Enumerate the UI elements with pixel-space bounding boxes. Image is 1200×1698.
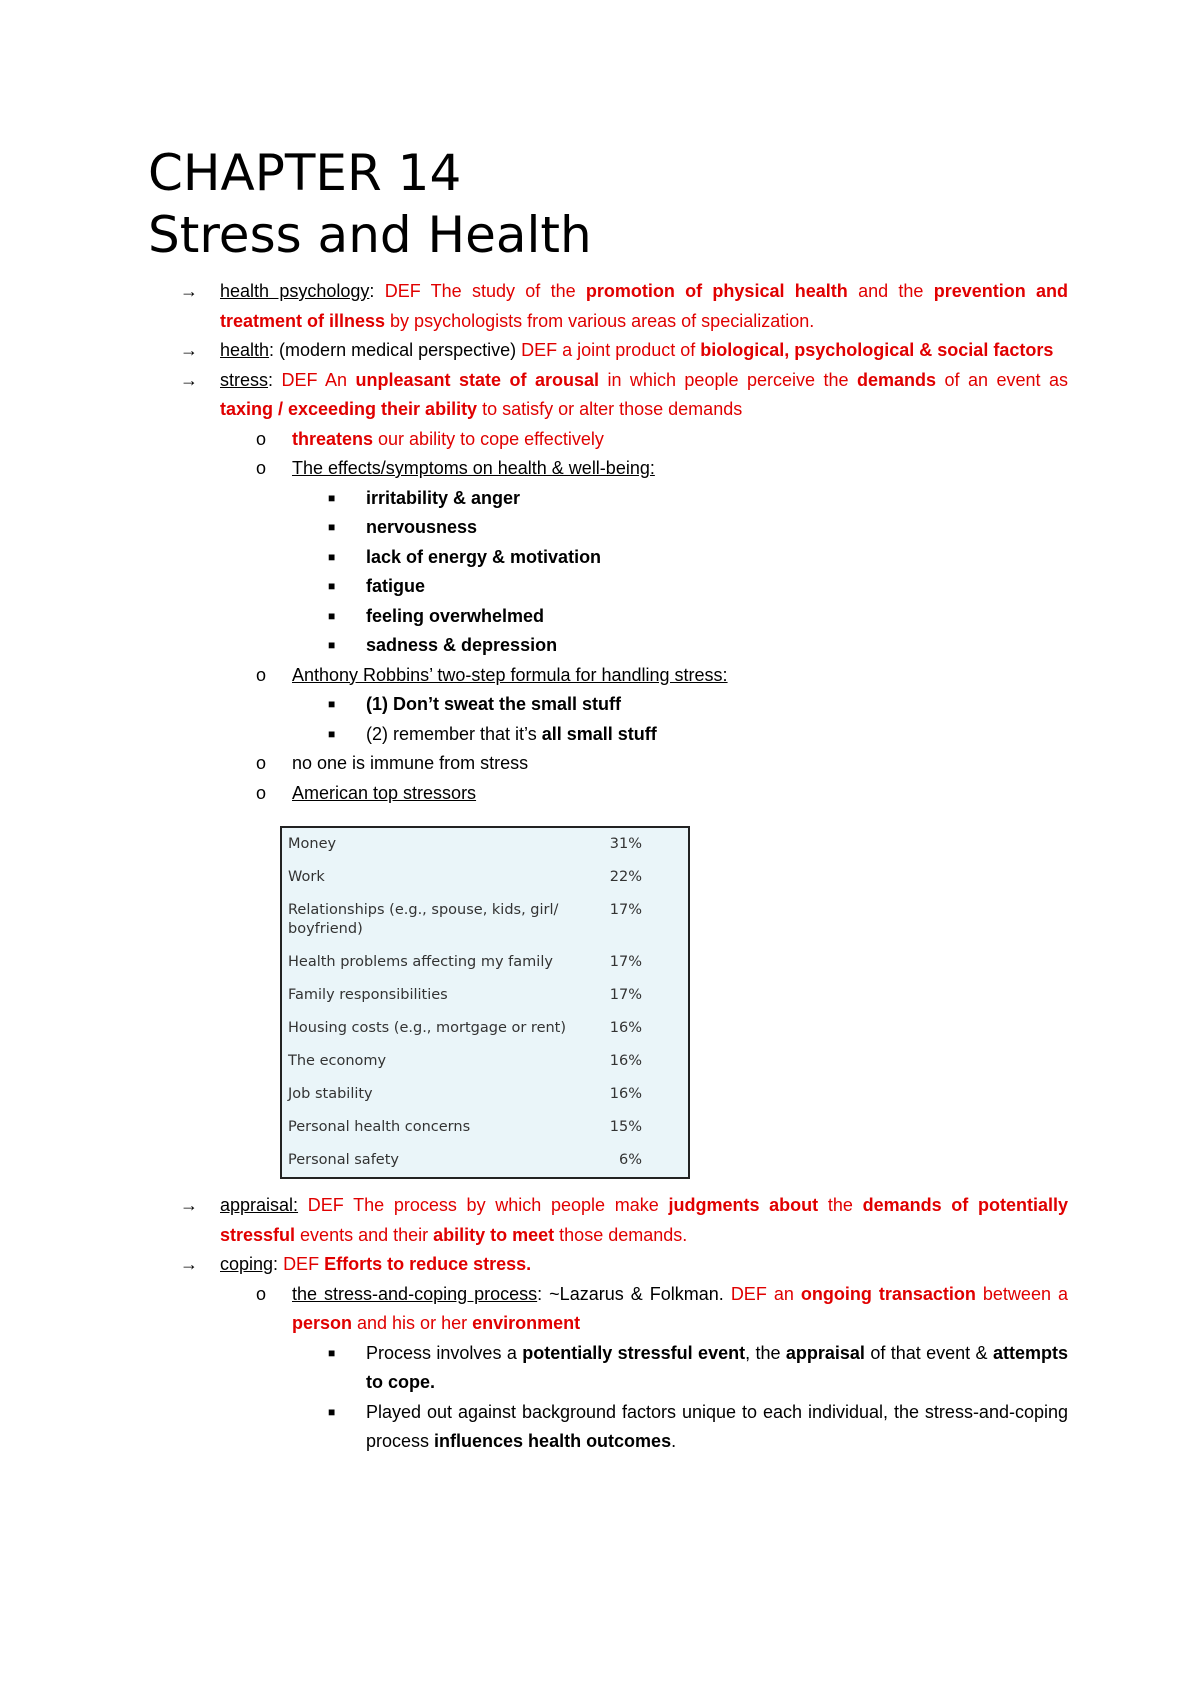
stressors-table bbox=[280, 826, 690, 1179]
robbins-step-1: ■ (1) Don’t sweat the small stuff bbox=[148, 690, 1068, 720]
square-bullet-icon: ■ bbox=[328, 520, 336, 534]
sub-stress-coping-process: o the stress-and-coping process: ~Lazarus & Folkman. DEF an ongoing transaction between a person and his or her environment bbox=[148, 1280, 1068, 1339]
term-coping: coping bbox=[220, 1254, 274, 1274]
notes-body bbox=[148, 277, 1068, 1457]
square-bullet-icon: ■ bbox=[328, 1404, 336, 1419]
square-bullet-icon: ■ bbox=[328, 608, 336, 623]
item-appraisal: → appraisal: DEF The process by which people make judgments about the demands of potentially stressful events and their ability to meet those demands. bbox=[148, 1191, 1068, 1250]
stressor-name: Personal safety bbox=[288, 1152, 399, 1168]
stressor-name: Money bbox=[288, 836, 337, 852]
arrow-bullet-icon: → bbox=[180, 1195, 198, 1215]
sub-american-stressors: o American top stressors bbox=[148, 779, 1068, 809]
title-block bbox=[148, 142, 592, 266]
stressor-percent: 17% bbox=[609, 954, 642, 970]
square-bullet-icon: ■ bbox=[328, 490, 336, 505]
stressor-percent: 31% bbox=[609, 836, 642, 852]
square-bullet-icon: ■ bbox=[328, 638, 336, 652]
square-bullet-icon: ■ bbox=[328, 697, 336, 711]
arrow-bullet-icon: → bbox=[180, 281, 198, 301]
arrow-bullet-icon: → bbox=[180, 340, 198, 360]
stressor-name: Relationships (e.g., spouse, kids, girl/ boyfriend) bbox=[288, 902, 559, 937]
circle-bullet-icon: o bbox=[256, 428, 267, 449]
table-row bbox=[282, 1078, 688, 1111]
square-bullet-icon: ■ bbox=[328, 549, 336, 564]
stressor-name: The economy bbox=[288, 1053, 387, 1069]
symptom-item: ■ irritability & anger bbox=[148, 484, 1068, 514]
table-row bbox=[282, 1111, 688, 1144]
square-bullet-icon: ■ bbox=[328, 726, 336, 741]
stressor-percent: 16% bbox=[609, 1086, 642, 1102]
symptom-item: ■ fatigue bbox=[148, 572, 1068, 602]
chapter-title: Stress and Health bbox=[148, 206, 592, 264]
table-row bbox=[282, 979, 688, 1012]
stressor-percent: 16% bbox=[609, 1020, 642, 1036]
term-stress: stress bbox=[220, 369, 269, 390]
process-point-1: ■ Process involves a potentially stressful event, the appraisal of that event & attempts to cope. bbox=[148, 1339, 1068, 1398]
arrow-bullet-icon: → bbox=[180, 369, 198, 390]
term-health-psychology: health psychology bbox=[220, 281, 370, 301]
stressor-name: Work bbox=[288, 869, 325, 885]
circle-bullet-icon: o bbox=[256, 782, 267, 803]
circle-bullet-icon: o bbox=[256, 753, 267, 773]
circle-bullet-icon: o bbox=[256, 1283, 267, 1304]
symptom-item: ■ sadness & depression bbox=[148, 631, 1068, 661]
sub-threatens: o threatens our ability to cope effectively bbox=[148, 425, 1068, 455]
stressor-name: Personal health concerns bbox=[288, 1119, 471, 1135]
stressor-percent: 17% bbox=[609, 987, 642, 1003]
symptom-item: ■ feeling overwhelmed bbox=[148, 602, 1068, 632]
square-bullet-icon: ■ bbox=[328, 579, 336, 593]
term-health: health bbox=[220, 340, 270, 360]
stressor-name: Job stability bbox=[288, 1086, 373, 1102]
table-row bbox=[282, 828, 688, 861]
stressor-percent: 16% bbox=[609, 1053, 642, 1069]
stressor-percent: 15% bbox=[609, 1119, 642, 1135]
stressor-name: Family responsibilities bbox=[288, 987, 448, 1003]
item-coping: → coping: DEF Efforts to reduce stress. bbox=[148, 1250, 1068, 1280]
stressor-percent: 17% bbox=[609, 902, 642, 918]
table-row bbox=[282, 1144, 688, 1177]
circle-bullet-icon: o bbox=[256, 458, 267, 478]
square-bullet-icon: ■ bbox=[328, 1345, 336, 1360]
item-health: → health: (modern medical perspective) DEF a joint product of biological, psychological & social factors bbox=[148, 336, 1068, 366]
robbins-step-2: ■ (2) remember that it’s all small stuff bbox=[148, 720, 1068, 750]
item-health-psychology: → health psychology: DEF The study of the promotion of physical health and the prevention and treatment of illness by psychologists from various areas of specialization. bbox=[148, 277, 1068, 336]
table-row bbox=[282, 946, 688, 979]
symptom-item: ■ lack of energy & motivation bbox=[148, 543, 1068, 573]
symptom-item: ■ nervousness bbox=[148, 513, 1068, 543]
table-row bbox=[282, 894, 688, 946]
stressor-name: Health problems affecting my family bbox=[288, 954, 553, 970]
sub-immune: o no one is immune from stress bbox=[148, 749, 1068, 779]
stressor-name: Housing costs (e.g., mortgage or rent) bbox=[288, 1020, 567, 1036]
arrow-bullet-icon: → bbox=[180, 1254, 198, 1274]
sub-robbins: o Anthony Robbins’ two-step formula for handling stress: bbox=[148, 661, 1068, 691]
chapter-number: CHAPTER 14 bbox=[148, 144, 462, 202]
stressor-percent: 6% bbox=[618, 1152, 642, 1168]
stressor-percent: 22% bbox=[609, 869, 642, 885]
term-appraisal: appraisal: bbox=[220, 1195, 299, 1215]
table-row bbox=[282, 1045, 688, 1078]
table-row bbox=[282, 1012, 688, 1045]
sub-effects: o The effects/symptoms on health & well-being: bbox=[148, 454, 1068, 484]
circle-bullet-icon: o bbox=[256, 664, 267, 685]
item-stress: → stress: DEF An unpleasant state of arousal in which people perceive the demands of an event as taxing / exceeding their ability to satisfy or alter those demands bbox=[148, 366, 1068, 425]
table-row bbox=[282, 861, 688, 894]
process-point-2: ■ Played out against background factors unique to each individual, the stress-and-coping process influences health outcomes. bbox=[148, 1398, 1068, 1457]
